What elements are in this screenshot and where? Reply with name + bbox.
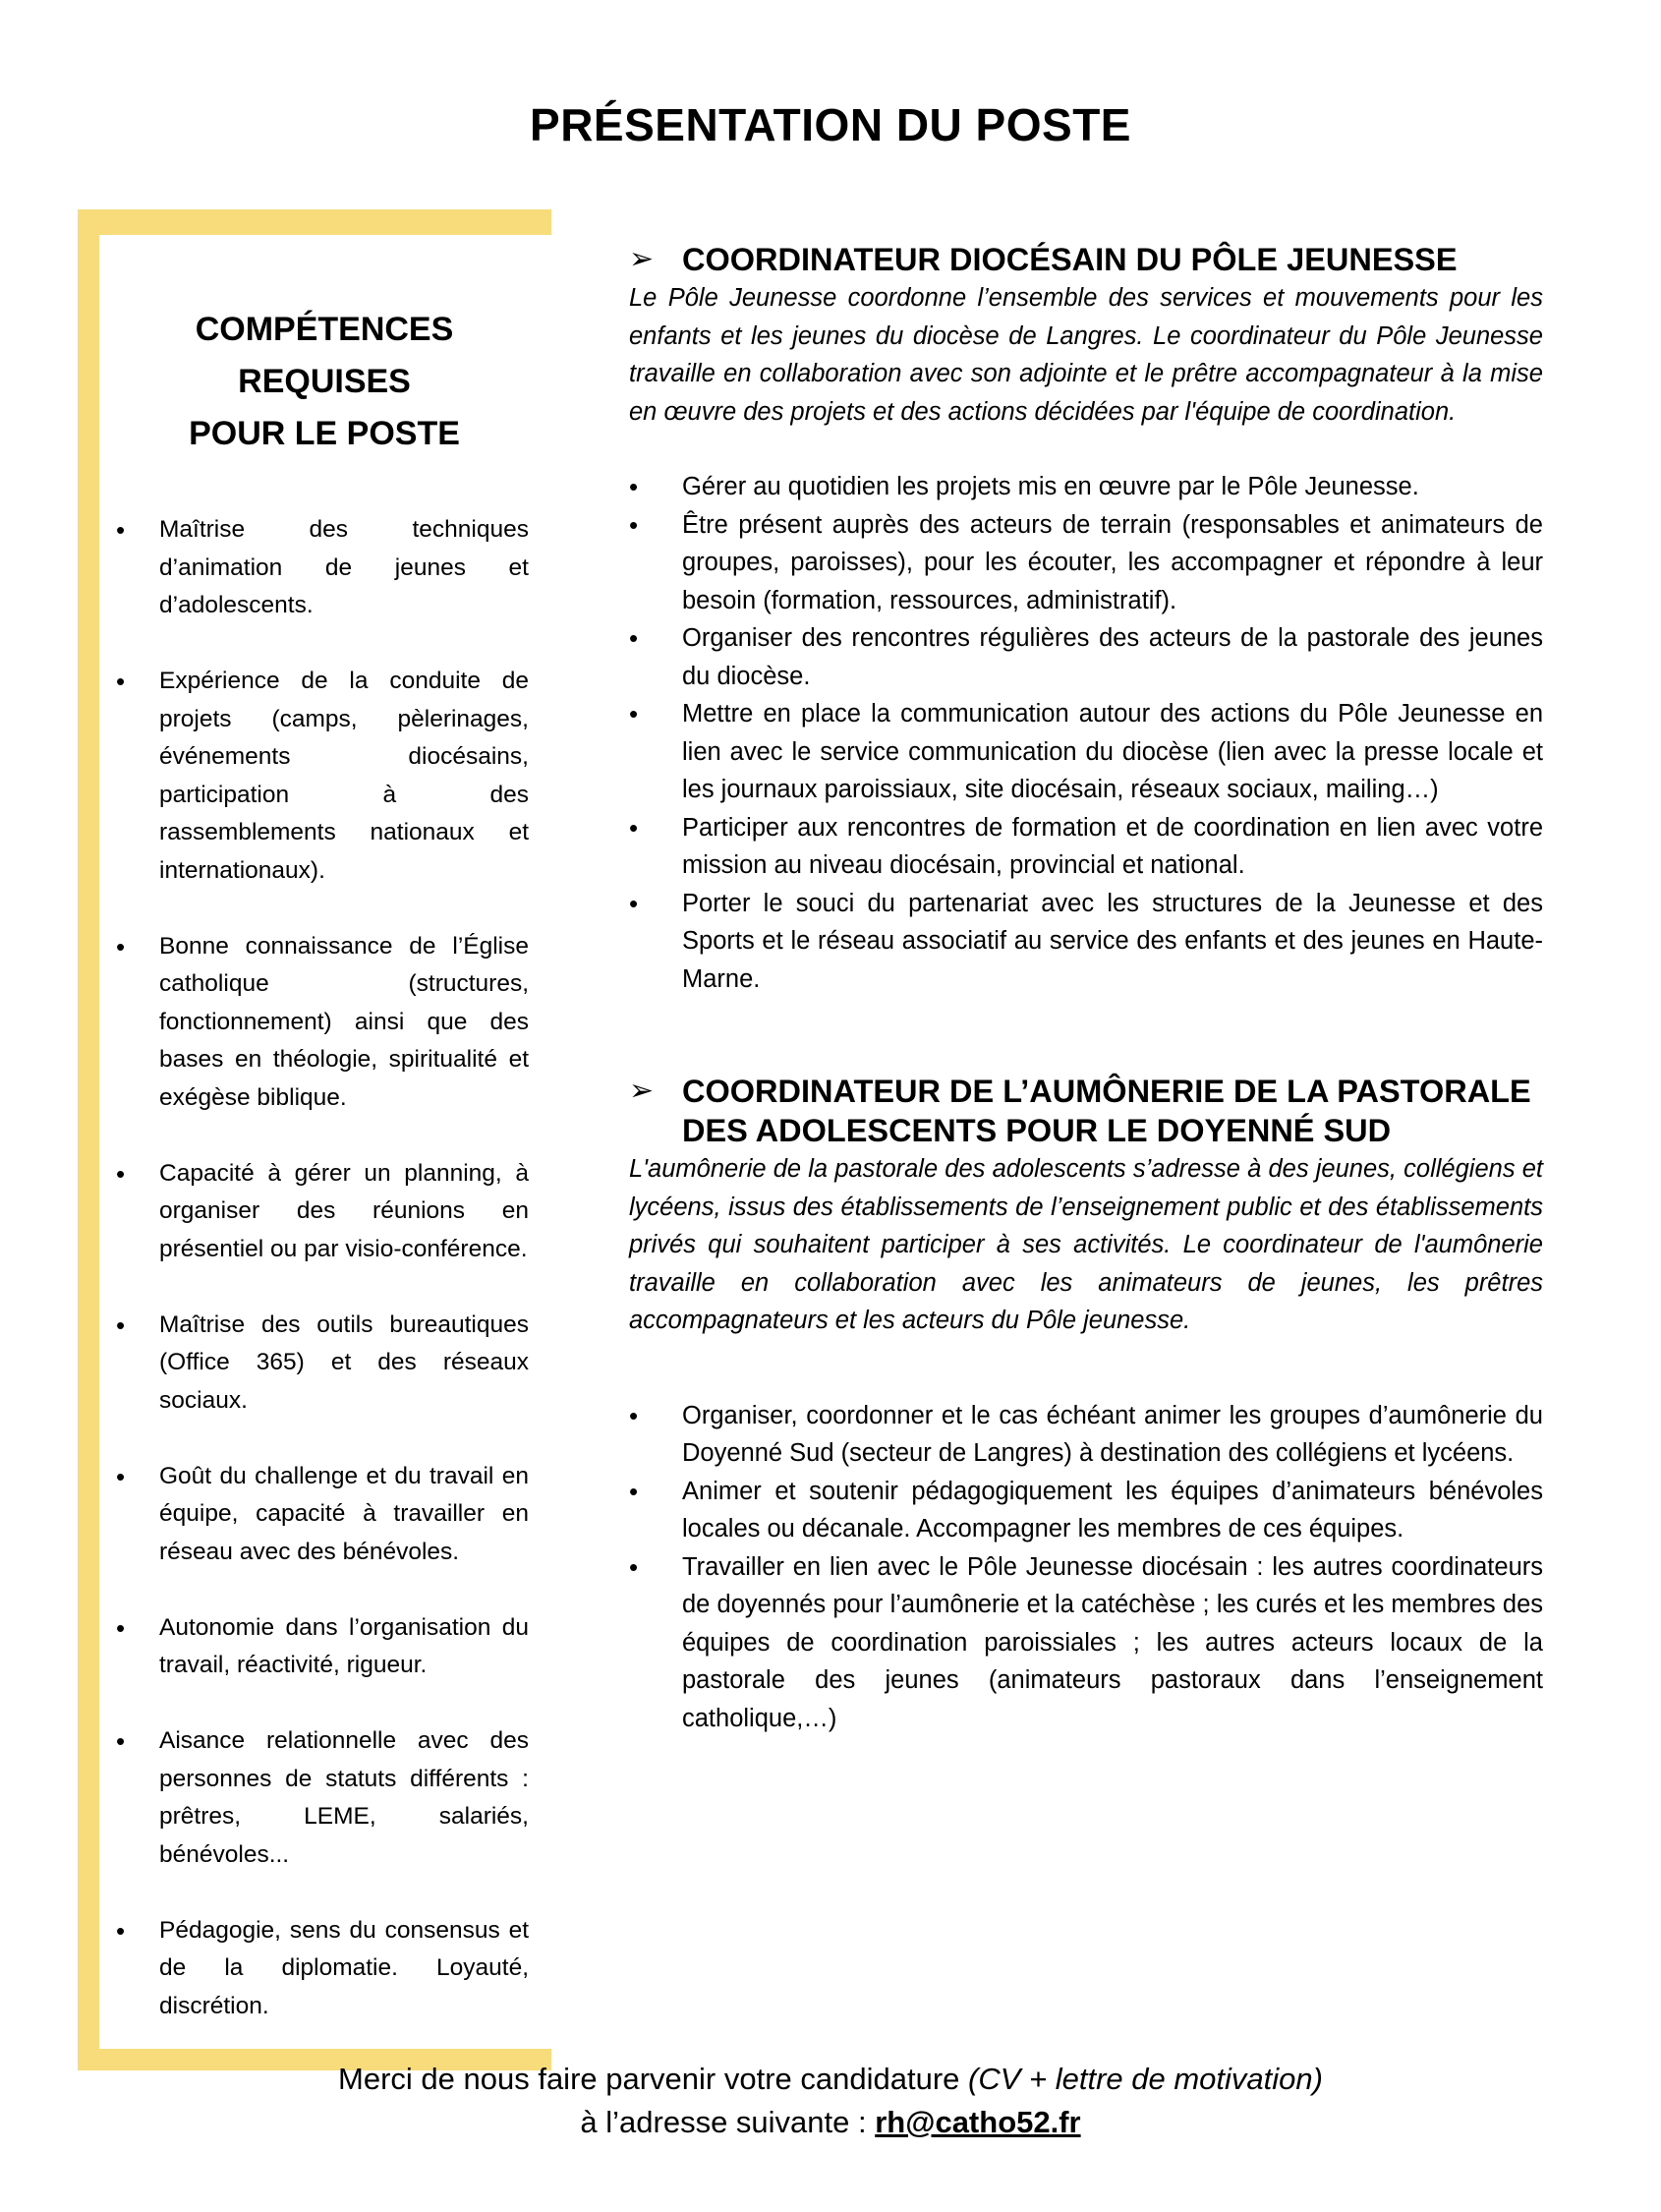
arrow-bullet-icon: ➢ [629, 243, 655, 275]
skill-item: • Capacité à gérer un planning, à organiser des réunions en présentiel ou par visio-conférence. [116, 1155, 529, 1269]
arrow-bullet-icon: ➢ [629, 1075, 655, 1107]
section-title-chaplaincy [629, 1072, 1543, 1150]
footer-text: Merci de nous faire parvenir votre candidature [338, 2062, 969, 2096]
email-link[interactable]: rh@catho52.fr [875, 2105, 1081, 2139]
skills-heading [128, 304, 521, 460]
job-description [629, 240, 1543, 1737]
skills-heading-line: POUR LE POSTE [189, 415, 460, 452]
task-item: • Animer et soutenir pédagogiquement les équipes d’animateurs bénévoles locales ou décanale. Accompagner les membres de ces équipes. [629, 1473, 1543, 1548]
section-title-youth-pole [629, 240, 1543, 279]
section-task-list [629, 468, 1543, 998]
section-title-text: COORDINATEUR DE L’AUMÔNERIE DE LA PASTORALE DES ADOLESCENTS POUR LE DOYENNÉ SUD [682, 1074, 1531, 1148]
frame-border-left [78, 209, 99, 2070]
section-intro: L'aumônerie de la pastorale des adolescents s’adresse à des jeunes, collégiens et lycéens, issus des établissements de l’enseignement public et des établissements privés qui souhaitent participer à ses activités. Le coordinateur de l'aumônerie travaille en collaboration avec les animateurs de jeunes, les prêtres accompagnateurs et les acteurs du Pôle jeunesse. [629, 1155, 1543, 1334]
task-item: • Organiser des rencontres régulières des acteurs de la pastorale des jeunes du diocèse. [629, 619, 1543, 695]
skills-heading-line: REQUISES [238, 363, 411, 400]
skill-item: • Expérience de la conduite de projets (camps, pèlerinages, événements diocésains, participation à des rassemblements nationaux et internationaux). [116, 663, 529, 890]
skill-item: • Bonne connaissance de l’Église catholique (structures, fonctionnement) ainsi que des bases en théologie, spiritualité et exégèse biblique. [116, 928, 529, 1118]
footer-line-2 [0, 2101, 1661, 2144]
task-item: • Gérer au quotidien les projets mis en œuvre par le Pôle Jeunesse. [629, 468, 1543, 506]
task-item: • Mettre en place la communication autour des actions du Pôle Jeunesse en lien avec le service communication du diocèse (lien avec la presse locale et les journaux paroissiaux, site diocésain, réseaux sociaux, mailing…) [629, 695, 1543, 809]
task-item: • Participer aux rencontres de formation et de coordination en lien avec votre mission au niveau diocésain, provincial et national. [629, 809, 1543, 885]
task-item: • Être présent auprès des acteurs de terrain (responsables et animateurs de groupes, paroisses), pour les écouter, les accompagner et répondre à leur besoin (formation, ressources, administratif). [629, 506, 1543, 620]
footer-text: à l’adresse suivante : [580, 2105, 876, 2139]
task-item: • Travailler en lien avec le Pôle Jeunesse diocésain : les autres coordinateurs de doyennés pour l’aumônerie et la catéchèse ; les curés et les membres des équipes de coordination paroissiales ; les autres acteurs locaux de la pastorale des jeunes (animateurs pastoraux dans l’enseignement catholique,…) [629, 1548, 1543, 1738]
skill-item: • Pédagogie, sens du consensus et de la diplomatie. Loyauté, discrétion. [116, 1912, 529, 2026]
footer-note [0, 2058, 1661, 2144]
skill-item: • Autonomie dans l’organisation du travail, réactivité, rigueur. [116, 1609, 529, 1685]
section-task-list [629, 1397, 1543, 1738]
skill-item: • Maîtrise des techniques d’animation de jeunes et d’adolescents. [116, 511, 529, 625]
page-title: PRÉSENTATION DU POSTE [530, 99, 1131, 150]
task-item: • Organiser, coordonner et le cas échéant animer les groupes d’aumônerie du Doyenné Sud (secteur de Langres) à destination des collégiens et lycéens. [629, 1397, 1543, 1473]
skill-item: • Aisance relationnelle avec des personnes de statuts différents : prêtres, LEME, salariés, bénévoles... [116, 1722, 529, 1874]
task-item: • Porter le souci du partenariat avec les structures de la Jeunesse et des Sports et le réseau associatif au service des enfants et des jeunes en Haute-Marne. [629, 885, 1543, 999]
frame-border-top [78, 209, 551, 235]
footer-attachments: (CV + lettre de motivation) [968, 2062, 1323, 2096]
skill-item: • Goût du challenge et du travail en équipe, capacité à travailler en réseau avec des bénévoles. [116, 1458, 529, 1572]
section-intro: Le Pôle Jeunesse coordonne l’ensemble des services et mouvements pour les enfants et les jeunes du diocèse de Langres. Le coordinateur du Pôle Jeunesse travaille en collaboration avec son adjointe et le prêtre accompagnateur à la mise en œuvre des projets et des actions décidées par l'équipe de coordination. [629, 284, 1543, 426]
skill-item: • Maîtrise des outils bureautiques (Office 365) et des réseaux sociaux. [116, 1307, 529, 1421]
skills-heading-line: COMPÉTENCES [195, 311, 454, 348]
footer-line-1 [0, 2058, 1661, 2101]
skills-list [116, 511, 529, 2064]
section-title-text: COORDINATEUR DIOCÉSAIN DU PÔLE JEUNESSE [682, 242, 1458, 277]
